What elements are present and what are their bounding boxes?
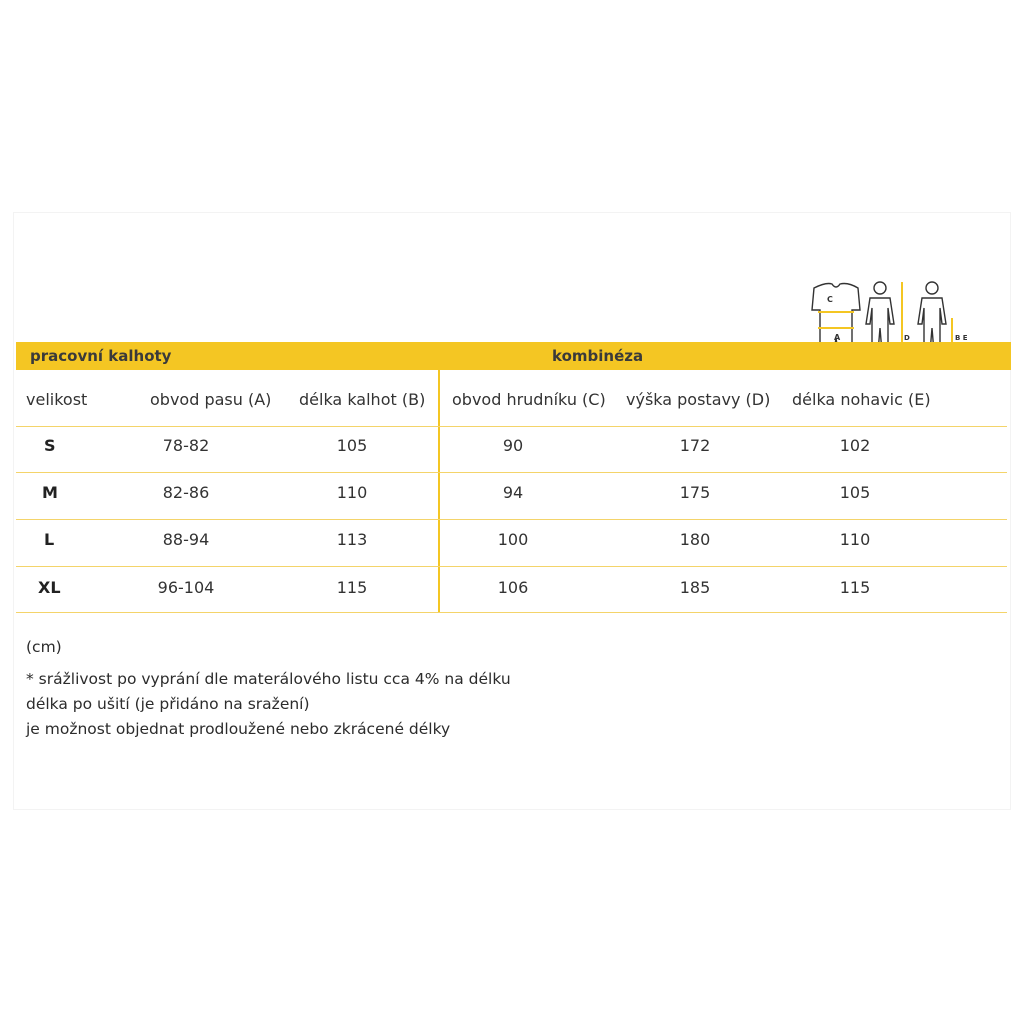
- header-chest: obvod hrudníku (C): [452, 390, 606, 409]
- row-divider: [16, 426, 1007, 427]
- row-divider: [16, 612, 1007, 613]
- table-cell: 100: [497, 530, 529, 549]
- size-cell: M: [42, 483, 58, 502]
- chest-label: C: [827, 295, 833, 304]
- table-cell: 90: [502, 436, 524, 455]
- table-cell: 172: [679, 436, 711, 455]
- section-pants-title: pracovní kalhoty: [30, 347, 172, 365]
- row-divider: [16, 566, 1007, 567]
- waist-label: A: [834, 333, 841, 342]
- table-cell: 115: [839, 578, 871, 597]
- height-label: D: [904, 334, 910, 342]
- table-cell: 88-94: [162, 530, 210, 549]
- table-cell: 185: [679, 578, 711, 597]
- table-cell: 78-82: [162, 436, 210, 455]
- table-cell: 105: [336, 436, 368, 455]
- row-divider: [16, 472, 1007, 473]
- table-cell: 105: [839, 483, 871, 502]
- section-divider: [438, 370, 440, 613]
- size-cell: XL: [38, 578, 61, 597]
- table-cell: 110: [839, 530, 871, 549]
- table-cell: 113: [336, 530, 368, 549]
- table-cell: 180: [679, 530, 711, 549]
- table-cell: 82-86: [162, 483, 210, 502]
- leg-label: B E: [955, 334, 968, 342]
- section-overall-title: kombinéza: [552, 347, 644, 365]
- header-body-height: výška postavy (D): [626, 390, 771, 409]
- table-cell: 115: [336, 578, 368, 597]
- unit-note: (cm): [26, 638, 62, 656]
- table-cell: 175: [679, 483, 711, 502]
- shrinkage-note: * srážlivost po vyprání dle materálového listu cca 4% na délku: [26, 670, 511, 688]
- header-leg-length: délka nohavic (E): [792, 390, 931, 409]
- table-cell: 110: [336, 483, 368, 502]
- table-cell: 106: [497, 578, 529, 597]
- header-size: velikost: [26, 390, 88, 409]
- size-cell: L: [44, 530, 55, 549]
- length-note: délka po ušití (je přidáno na sražení): [26, 695, 310, 713]
- table-cell: 94: [502, 483, 524, 502]
- header-pants-length: délka kalhot (B): [299, 390, 426, 409]
- table-cell: 102: [839, 436, 871, 455]
- order-note: je možnost objednat prodloužené nebo zkrácené délky: [26, 720, 451, 738]
- table-cell: 96-104: [157, 578, 215, 597]
- size-cell: S: [44, 436, 56, 455]
- header-waist: obvod pasu (A): [150, 390, 272, 409]
- row-divider: [16, 519, 1007, 520]
